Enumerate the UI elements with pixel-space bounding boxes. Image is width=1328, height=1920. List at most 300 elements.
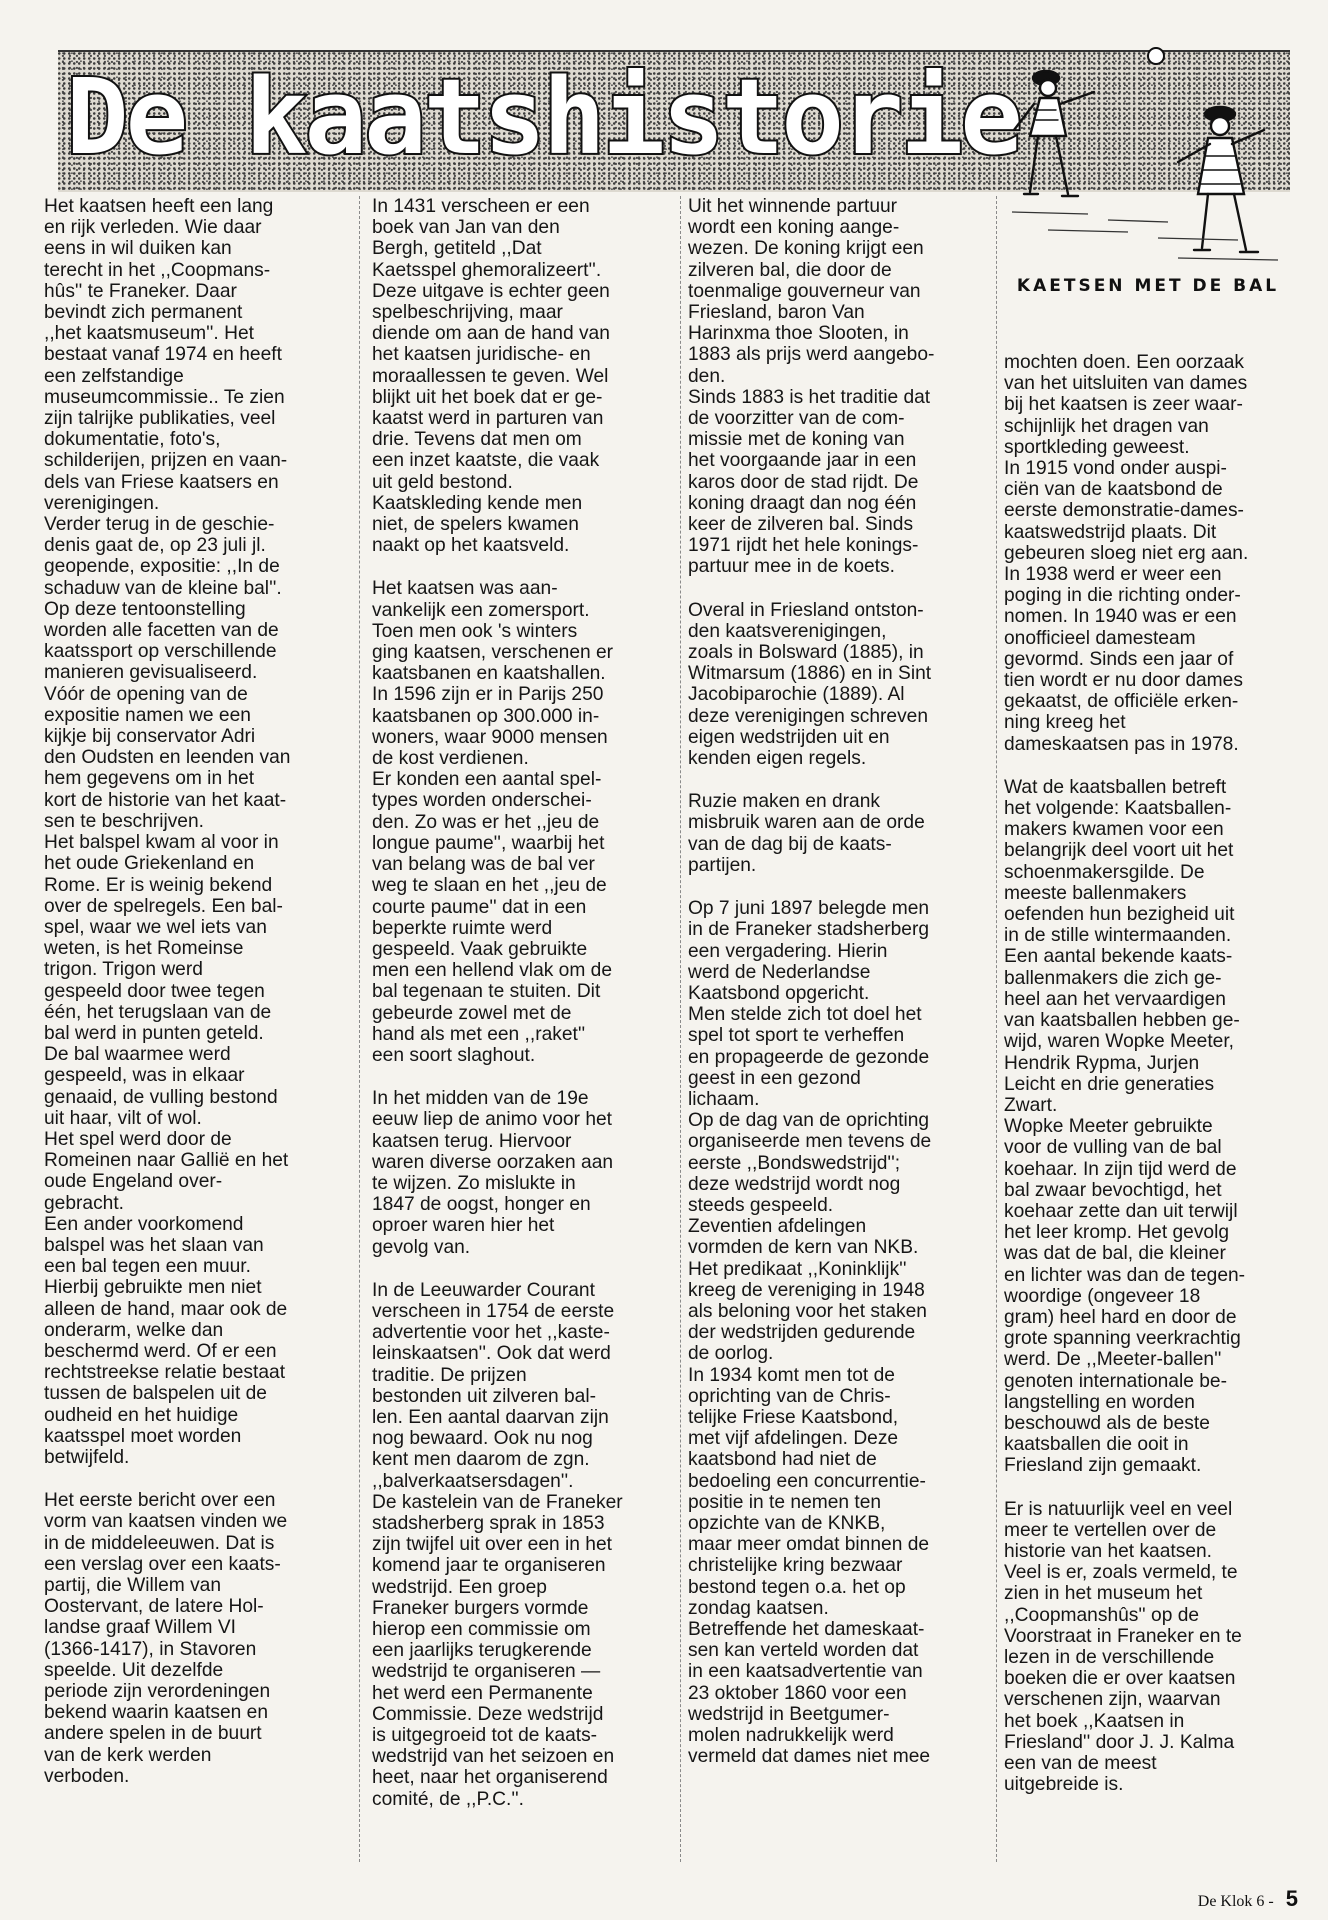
text-line: Jacobiparochie (1889). Al (688, 684, 905, 706)
text-line: andere spelen in de buurt (44, 1723, 262, 1745)
text-line: toenmalige gouverneur van (688, 280, 921, 302)
text-line: vermeld dat dames niet mee (688, 1746, 931, 1768)
text-line: Het eerste bericht over een (44, 1490, 276, 1512)
text-line: Wat de kaatsballen betreft (1004, 776, 1227, 798)
text-line: hierop een commissie om (372, 1619, 591, 1640)
text-line: Kaatsbond opgericht. (688, 982, 870, 1004)
text-line: verscheen in 1754 de eerste (372, 1300, 615, 1322)
text-line: christelijke kring bezwaar (688, 1555, 903, 1577)
text-line: de oorlog. (688, 1343, 774, 1365)
text-line: genoten internationale be- (1004, 1370, 1227, 1392)
text-line: ,,balverkaatsersdagen''. (372, 1470, 574, 1492)
text-line: opzichte van de KNKB, (688, 1512, 886, 1534)
text-line: Kaetsspel ghemoralizeert''. (372, 259, 602, 281)
text-line: hand als met een ,,raket'' (372, 1023, 586, 1045)
text-line: deze wedstrijd wordt nog (688, 1173, 901, 1195)
text-line: schijnlijk het dragen van (1004, 415, 1209, 437)
text-line: Leicht en drie generaties (1004, 1073, 1215, 1095)
text-line: kaatst werd in parturen van (372, 408, 604, 430)
text-line: Ruzie maken en drank (688, 791, 880, 813)
text-line: blijkt uit het boek dat er ge- (372, 386, 603, 408)
text-line: in een kaatsadvertentie van (688, 1661, 923, 1683)
article-paragraph (372, 1280, 678, 1492)
text-line: bij het kaatsen is zeer waar- (1004, 394, 1243, 416)
text-line: De kastelein van de Franeker (372, 1491, 623, 1513)
column-divider (996, 196, 997, 1862)
text-line: museumcommissie.. Te zien (44, 386, 285, 408)
page-footer (1198, 1886, 1298, 1912)
kaatsers-illustration (1008, 44, 1284, 270)
text-line: Rome. Er is weinig bekend (44, 874, 273, 896)
text-line: In 1915 vond onder auspi- (1004, 458, 1227, 480)
text-line: van de kerk werden (44, 1744, 212, 1766)
text-line: In 1934 komt men tot de (688, 1364, 895, 1386)
article-paragraph (1004, 1499, 1288, 1796)
text-line: organiseerde men tevens de (688, 1131, 932, 1153)
text-line: len. Een aantal daarvan zijn (372, 1406, 609, 1428)
left-player-figure (1014, 71, 1094, 196)
text-line: Het kaatsen was aan- (372, 578, 558, 600)
text-line: belangrijk deel voort uit het (1004, 840, 1234, 862)
text-line: Het kaatsen heeft een lang (44, 196, 274, 217)
text-line: vankelijk een zomersport. (372, 599, 590, 621)
text-line: tussen de balspelen uit de (44, 1383, 267, 1405)
text-line: het kaatsen juridische- en (372, 344, 591, 366)
text-line: gebeuren sloeg niet erg aan. (1004, 542, 1249, 564)
article-paragraph (44, 832, 350, 1129)
text-line: Harinxma thoe Slooten, in (688, 323, 909, 345)
text-line: In het midden van de 19e (372, 1088, 589, 1110)
text-line: wedstrijd van het seizoen en (372, 1746, 615, 1768)
text-line: In 1431 verscheen er een (372, 196, 590, 217)
text-line: lezen in de verschillende (1004, 1646, 1215, 1668)
text-line: zilveren bal, die door de (688, 259, 892, 281)
article-paragraph (372, 1088, 678, 1258)
text-line: nog bewaard. Ook nu nog (372, 1428, 593, 1450)
text-line: sen te beschrijven. (44, 810, 204, 832)
text-line: spel, waar we wel iets van (44, 916, 267, 938)
text-line: balspel was het slaan van (44, 1234, 264, 1256)
text-line: partuur mee in de koets. (688, 556, 895, 578)
text-line: in de Franeker stadsherberg (688, 919, 930, 941)
text-line: deze verenigingen schreven (688, 705, 929, 727)
text-line: periode zijn verordeningen (44, 1681, 271, 1703)
column-divider (680, 196, 681, 1862)
text-line: Er konden een aantal spel- (372, 769, 602, 791)
text-line: bal werd in punten geteld. (44, 1022, 264, 1044)
text-line: historie van het kaatsen. (1004, 1540, 1212, 1562)
text-line: schoenmakersgilde. De (1004, 861, 1205, 883)
text-line: over de spelregels. Een bal- (44, 895, 283, 917)
text-line: koning draagt dan nog één (688, 492, 917, 514)
text-line: eerste ,,Bondswedstrijd''; (688, 1152, 901, 1174)
text-line: maar meer omdat binnen de (688, 1534, 930, 1556)
text-line: bestond tegen o.a. het op (688, 1576, 906, 1598)
article-paragraph (44, 1490, 350, 1787)
text-line: een bal tegen een muur. (44, 1256, 251, 1278)
text-line: een verslag over een kaats- (44, 1553, 281, 1575)
text-line: Uit het winnende partuur (688, 196, 898, 217)
text-line: naakt op het kaatsveld. (372, 535, 570, 557)
text-line: gebeurde zowel met de (372, 1002, 572, 1024)
text-line: de kost verdienen. (372, 748, 529, 770)
text-line: Voorstraat in Franeker en te (1004, 1625, 1242, 1647)
article-paragraph (44, 196, 350, 514)
text-line: Wopke Meeter gebruikte (1004, 1116, 1213, 1138)
text-line: dameskaatsen pas in 1978. (1004, 733, 1239, 755)
text-line: Hendrik Rypma, Jurjen (1004, 1052, 1200, 1074)
text-line: kaatssport op verschillende (44, 641, 277, 663)
text-line: een van de meest (1004, 1753, 1157, 1774)
text-line: boeken die er over kaatsen (1004, 1668, 1236, 1690)
article-paragraph (44, 514, 350, 832)
text-line: het volgende: Kaatsballen- (1004, 798, 1232, 820)
text-line: verboden. (44, 1765, 130, 1787)
text-line: werd de Nederlandse (688, 961, 871, 983)
text-line: langstelling en worden (1004, 1391, 1195, 1413)
text-line: een vergadering. Hierin (688, 940, 888, 962)
text-line: geopende, expositie: ,,In de (44, 556, 280, 578)
text-line: kijkje bij conservator Adri (44, 726, 256, 748)
text-line: gespeeld. Vaak gebruikte (372, 938, 588, 960)
text-line: woordige (ongeveer 18 (1004, 1285, 1201, 1307)
text-line: en propageerde de gezonde (688, 1046, 930, 1068)
text-line: bal zwaar bevochtigd, het (1004, 1179, 1222, 1201)
text-line: oudheid en het huidige (44, 1404, 239, 1426)
text-line: (1366-1417), in Stavoren (44, 1638, 257, 1660)
text-line: vorm van kaatsen vinden we (44, 1511, 288, 1533)
text-line: in de middeleeuwen. Dat is (44, 1532, 275, 1554)
text-line: wedstrijd. Een groep (372, 1576, 547, 1598)
text-line: Overal in Friesland ontston- (688, 599, 924, 621)
text-line: onderarm, welke dan (44, 1319, 224, 1341)
text-line: meeste ballenmakers (1004, 882, 1187, 904)
text-line: eigen wedstrijden uit en (688, 726, 890, 748)
text-line: van de dag bij de kaats- (688, 833, 892, 855)
text-line: het leer kromp. Het gevolg (1004, 1222, 1230, 1244)
article-paragraph (688, 1216, 994, 1364)
text-line: eens in wil duiken kan (44, 238, 232, 260)
text-line: Friesland zijn gemaakt. (1004, 1455, 1202, 1477)
text-line: hûs'' te Franeker. Daar (44, 280, 237, 302)
illustration-caption: KAETSEN MET DE BAL (1016, 276, 1280, 296)
text-line: hem gegevens om in het (44, 768, 255, 790)
text-line: kaatsbanen en kaatshallen. (372, 663, 606, 685)
text-line: ,,Coopmanshûs'' op de (1004, 1604, 1200, 1626)
text-line: en lichter was dan de tegen- (1004, 1264, 1246, 1286)
text-line: gespeeld, was in elkaar (44, 1065, 245, 1087)
article-paragraph (1004, 777, 1288, 1116)
text-line: 23 oktober 1860 voor een (688, 1682, 907, 1704)
text-line: rechtstreekse relatie bestaat (44, 1362, 286, 1384)
text-line: partij, die Willem van (44, 1575, 222, 1596)
text-line: schaduw van de kleine bal''. (44, 577, 282, 599)
text-line: zien in het museum het (1004, 1583, 1203, 1605)
text-line: trigon. Trigon werd (44, 959, 203, 981)
text-line: uit geld bestond. (372, 471, 513, 493)
text-line: voor de vulling van de bal (1004, 1137, 1222, 1159)
text-line: is uitgegroeid tot de kaats- (372, 1725, 598, 1747)
text-line: bal tegenaan te stuiten. Dit (372, 981, 601, 1003)
text-line: wijd, waren Wopke Meeter, (1004, 1031, 1234, 1053)
text-line: verschenen zijn, waarvan (1004, 1689, 1221, 1711)
text-line: heet, naar het organiserend (372, 1767, 608, 1789)
article-paragraph (688, 791, 994, 876)
text-line: denis gaat de, op 23 juli jl. (44, 535, 266, 557)
page-title: De kaatshistorie (66, 56, 1020, 178)
text-line: Er is natuurlijk veel en veel (1004, 1498, 1233, 1520)
text-line: Zwart. (1004, 1094, 1058, 1116)
text-line: gespeeld door twee tegen (44, 980, 265, 1002)
publication-name: De Klok 6 (1197, 1893, 1265, 1910)
article-paragraph (688, 1365, 994, 1619)
column-divider (359, 196, 360, 1862)
text-line: tien wordt er nu door dames (1004, 670, 1243, 692)
text-line: worden alle facetten van de (44, 620, 279, 642)
text-line: Kaatskleding kende men (372, 492, 583, 514)
text-line: koehaar zette dan uit terwijl (1004, 1200, 1238, 1222)
text-line: gebracht. (44, 1192, 125, 1214)
text-line: kaatsbond had niet de (688, 1449, 877, 1471)
text-line: uitgebreide is. (1004, 1774, 1124, 1796)
text-line: men een hellend vlak om de (372, 960, 612, 982)
text-line: ballenmakers die zich ge- (1004, 967, 1222, 989)
text-line: missie met de koning van (688, 429, 905, 451)
text-line: wedstrijd te organiseren — (372, 1661, 601, 1683)
text-line: bekend waarin kaatsen en (44, 1702, 269, 1724)
text-line: speelde. Uit dezelfde (44, 1659, 224, 1681)
text-line: betwijfeld. (44, 1446, 130, 1468)
text-line: comité, de ,,P.C.''. (372, 1788, 525, 1810)
text-line: Hierbij gebruikte men niet (44, 1277, 262, 1299)
text-line: 1971 rijdt het hele konings- (688, 535, 919, 557)
text-line: kenden eigen regels. (688, 748, 867, 770)
text-line: beperkte ruimte werd (372, 917, 553, 939)
article-paragraph (1004, 458, 1288, 755)
text-line: expositie namen we een (44, 704, 251, 726)
article-paragraph (44, 1129, 350, 1214)
text-line: de voorzitter van de com- (688, 408, 905, 430)
text-line: oprichting van de Chris- (688, 1385, 891, 1407)
article-paragraph (688, 387, 994, 578)
text-line: manieren gevisualiseerd. (44, 662, 258, 684)
text-line: steeds gespeeld. (688, 1194, 834, 1216)
text-line: kaatsspel moet worden (44, 1425, 242, 1447)
text-line: drie. Tevens dat men om (372, 429, 582, 451)
text-line: het boek ,,Kaatsen in (1004, 1710, 1185, 1732)
text-line: zoals in Bolsward (1885), in (688, 642, 924, 664)
text-line: misbruik waren aan de orde (688, 812, 925, 834)
article-column-3 (688, 196, 994, 1767)
text-line: ,,het kaatsmuseum''. Het (44, 323, 254, 345)
text-line: dels van Friese kaatsers en (44, 471, 279, 493)
text-line: wezen. De koning krijgt een (688, 238, 924, 260)
text-line: Franeker burgers vormde (372, 1597, 589, 1619)
text-line: meer te vertellen over de (1004, 1519, 1217, 1541)
text-line: gevolg van. (372, 1236, 471, 1258)
text-line: uit haar, vilt of wol. (44, 1107, 202, 1129)
text-line: eeuw liep de animo voor het (372, 1109, 612, 1131)
text-line: lichaam. (688, 1088, 760, 1110)
text-line: Friesland, baron Van (688, 302, 865, 324)
text-line: spelbeschrijving, maar (372, 302, 563, 324)
text-line: keer de zilveren bal. Sinds (688, 514, 914, 536)
text-line: een inzet kaatste, die vaak (372, 450, 600, 472)
text-line: Een aantal bekende kaats- (1004, 946, 1233, 968)
text-line: ciën van de kaatsbond de (1004, 479, 1223, 501)
text-line: Een ander voorkomend (44, 1213, 244, 1235)
article-paragraph (1004, 352, 1288, 458)
text-line: een soort slaghout. (372, 1044, 536, 1066)
article-paragraph (688, 1619, 994, 1767)
text-line: onofficieel damesteam (1004, 627, 1196, 649)
text-line: geest in een gezond (688, 1067, 861, 1089)
text-line: van belang was de bal ver (372, 854, 595, 876)
text-line: terecht in het ,,Coopmans- (44, 259, 271, 281)
text-line: den. Zo was er het ,,jeu de (372, 811, 600, 833)
text-line: grote spanning veerkrachtig (1004, 1328, 1241, 1350)
text-line: longue paume'', waarbij het (372, 832, 605, 854)
article-column-4 (1004, 352, 1288, 1795)
text-line: een jaarlijks terugkerende (372, 1640, 592, 1662)
text-line: In de Leeuwarder Courant (372, 1279, 595, 1301)
text-line: ging kaatsen, verschenen er (372, 642, 614, 664)
text-line: sportkleding geweest. (1004, 436, 1190, 458)
text-line: 1847 de oogst, honger en (372, 1194, 591, 1216)
text-line: leinskaatsen''. Ook dat werd (372, 1343, 611, 1365)
text-line: boek van Jan van den (372, 217, 560, 239)
article-paragraph (372, 493, 678, 557)
text-line: traditie. De prijzen (372, 1364, 527, 1386)
article-paragraph (372, 769, 678, 1066)
text-line: bestaat vanaf 1974 en heeft (44, 344, 282, 366)
text-line: Friesland'' door J. J. Kalma (1004, 1731, 1235, 1753)
text-line: den kaatsverenigingen, (688, 620, 887, 642)
text-line: kaatsen terug. Hiervoor (372, 1130, 572, 1152)
text-line: Oostervant, de latere Hol- (44, 1596, 264, 1618)
text-line: schilderijen, prijzen en vaan- (44, 450, 288, 472)
text-line: Het predikaat ,,Koninklijk'' (688, 1258, 907, 1280)
text-line: courte paume'' dat in een (372, 896, 587, 918)
text-line: De bal waarmee werd (44, 1044, 231, 1066)
text-line: Verder terug in de geschie- (44, 514, 275, 536)
text-line: bevindt zich permanent (44, 302, 243, 324)
ball-icon (1148, 48, 1164, 64)
text-line: gram) heel hard en door de (1004, 1306, 1237, 1328)
text-line: Op de dag van de oprichting (688, 1110, 930, 1132)
text-line: en rijk verleden. Wie daar (44, 217, 262, 239)
text-line: weg te slaan en het ,,jeu de (372, 875, 607, 897)
text-line: ning kreeg het (1004, 712, 1126, 734)
text-line: In 1938 werd er weer een (1004, 564, 1222, 586)
article-paragraph (372, 1492, 678, 1810)
text-line: Bergh, getiteld ,,Dat (372, 238, 542, 260)
text-line: eerste demonstratie-dames- (1004, 500, 1244, 522)
text-line: zondag kaatsen. (688, 1597, 829, 1619)
text-line: beschouwd als de beste (1004, 1412, 1210, 1434)
article-column-1 (44, 196, 350, 1787)
text-line: van het uitsluiten van dames (1004, 373, 1248, 395)
text-line: karos door de stad rijdt. De (688, 471, 919, 493)
text-line: kaatswedstrijd plaats. Dit (1004, 521, 1217, 543)
text-line: In 1596 zijn er in Parijs 250 (372, 684, 604, 706)
text-line: het voorgaande jaar in een (688, 450, 917, 472)
text-line: positie in te nemen ten (688, 1491, 882, 1513)
text-line: makers kwamen voor een (1004, 819, 1224, 841)
text-line: oproer waren hier het (372, 1215, 555, 1237)
text-line: een zelfstandige (44, 365, 184, 387)
text-line: het werd een Permanente (372, 1682, 593, 1704)
text-line: was dat de bal, die kleiner (1004, 1243, 1226, 1265)
text-line: wedstrijd in Beetgumer- (688, 1703, 890, 1725)
text-line: met vijf afdelingen. Deze (688, 1428, 899, 1450)
text-line: bedoeling een concurrentie- (688, 1470, 926, 1492)
text-line: stadsherberg sprak in 1853 (372, 1512, 605, 1534)
text-line: werd. De ,,Meeter-ballen'' (1004, 1349, 1222, 1371)
text-line: kort de historie van het kaat- (44, 789, 287, 811)
text-line: oude Engeland over- (44, 1171, 223, 1193)
text-line: niet, de spelers kwamen (372, 514, 579, 536)
text-line: Het balspel kwam al voor in (44, 832, 279, 854)
text-line: diende om aan de hand van (372, 323, 610, 345)
text-line: Deze uitgave is echter geen (372, 280, 610, 302)
text-line: dokumentatie, foto's, (44, 429, 221, 451)
text-line: heel aan het vervaardigen (1004, 988, 1226, 1010)
text-line: types worden onderschei- (372, 790, 592, 812)
text-line: Witmarsum (1886) en in Sint (688, 663, 932, 685)
text-line: gevormd. Sinds een jaar of (1004, 648, 1234, 670)
text-line: den. (688, 365, 726, 387)
text-line: weten, is het Romeinse (44, 938, 244, 960)
text-line: woners, waar 9000 mensen (372, 726, 608, 748)
text-line: den Oudsten en leenden van (44, 747, 291, 769)
text-line: Veel is er, zoals vermeld, te (1004, 1562, 1238, 1584)
text-line: molen nadrukkelijk werd (688, 1725, 894, 1747)
text-line: Op 7 juni 1897 belegde men (688, 898, 930, 920)
text-line: verenigingen. (44, 492, 160, 514)
text-line: als beloning voor het staken (688, 1300, 927, 1322)
article-paragraph (688, 898, 994, 1110)
text-line: Zeventien afdelingen (688, 1216, 867, 1238)
text-line: spel tot sport te verheffen (688, 1025, 905, 1047)
footer-separator: - (1268, 1893, 1274, 1910)
article-paragraph (372, 578, 678, 769)
text-line: wordt een koning aange- (688, 217, 900, 239)
text-line: van kaatsballen hebben ge- (1004, 1010, 1240, 1032)
text-line: Toen men ook 's winters (372, 620, 578, 642)
page-number: 5 (1285, 1886, 1298, 1911)
text-line: te wijzen. Zo mislukte in (372, 1172, 576, 1194)
text-line: kaatsbanen op 300.000 in- (372, 705, 600, 727)
text-line: landse graaf Willem VI (44, 1617, 236, 1639)
text-line: kreeg de vereniging in 1948 (688, 1279, 925, 1301)
text-line: Op deze tentoonstelling (44, 598, 246, 620)
text-line: telijke Friese Kaatsbond, (688, 1406, 899, 1428)
text-line: in de stille wintermaanden. (1004, 925, 1232, 947)
article-column-2 (372, 196, 678, 1810)
text-line: Romeinen naar Gallië en het (44, 1150, 289, 1172)
text-line: Het spel werd door de (44, 1128, 232, 1150)
text-line: 1883 als prijs werd aangebo- (688, 344, 935, 366)
text-line: vormden de kern van NKB. (688, 1237, 919, 1259)
text-line: Men stelde zich tot doel het (688, 1004, 922, 1026)
text-line: mochten doen. Een oorzaak (1004, 352, 1245, 373)
text-line: sen kan verteld worden dat (688, 1640, 919, 1662)
text-line: zijn talrijke publikaties, veel (44, 408, 276, 430)
text-line: nomen. In 1940 was er een (1004, 606, 1237, 628)
text-line: partijen. (688, 854, 757, 876)
text-line: moraallessen te geven. Wel (372, 365, 609, 387)
